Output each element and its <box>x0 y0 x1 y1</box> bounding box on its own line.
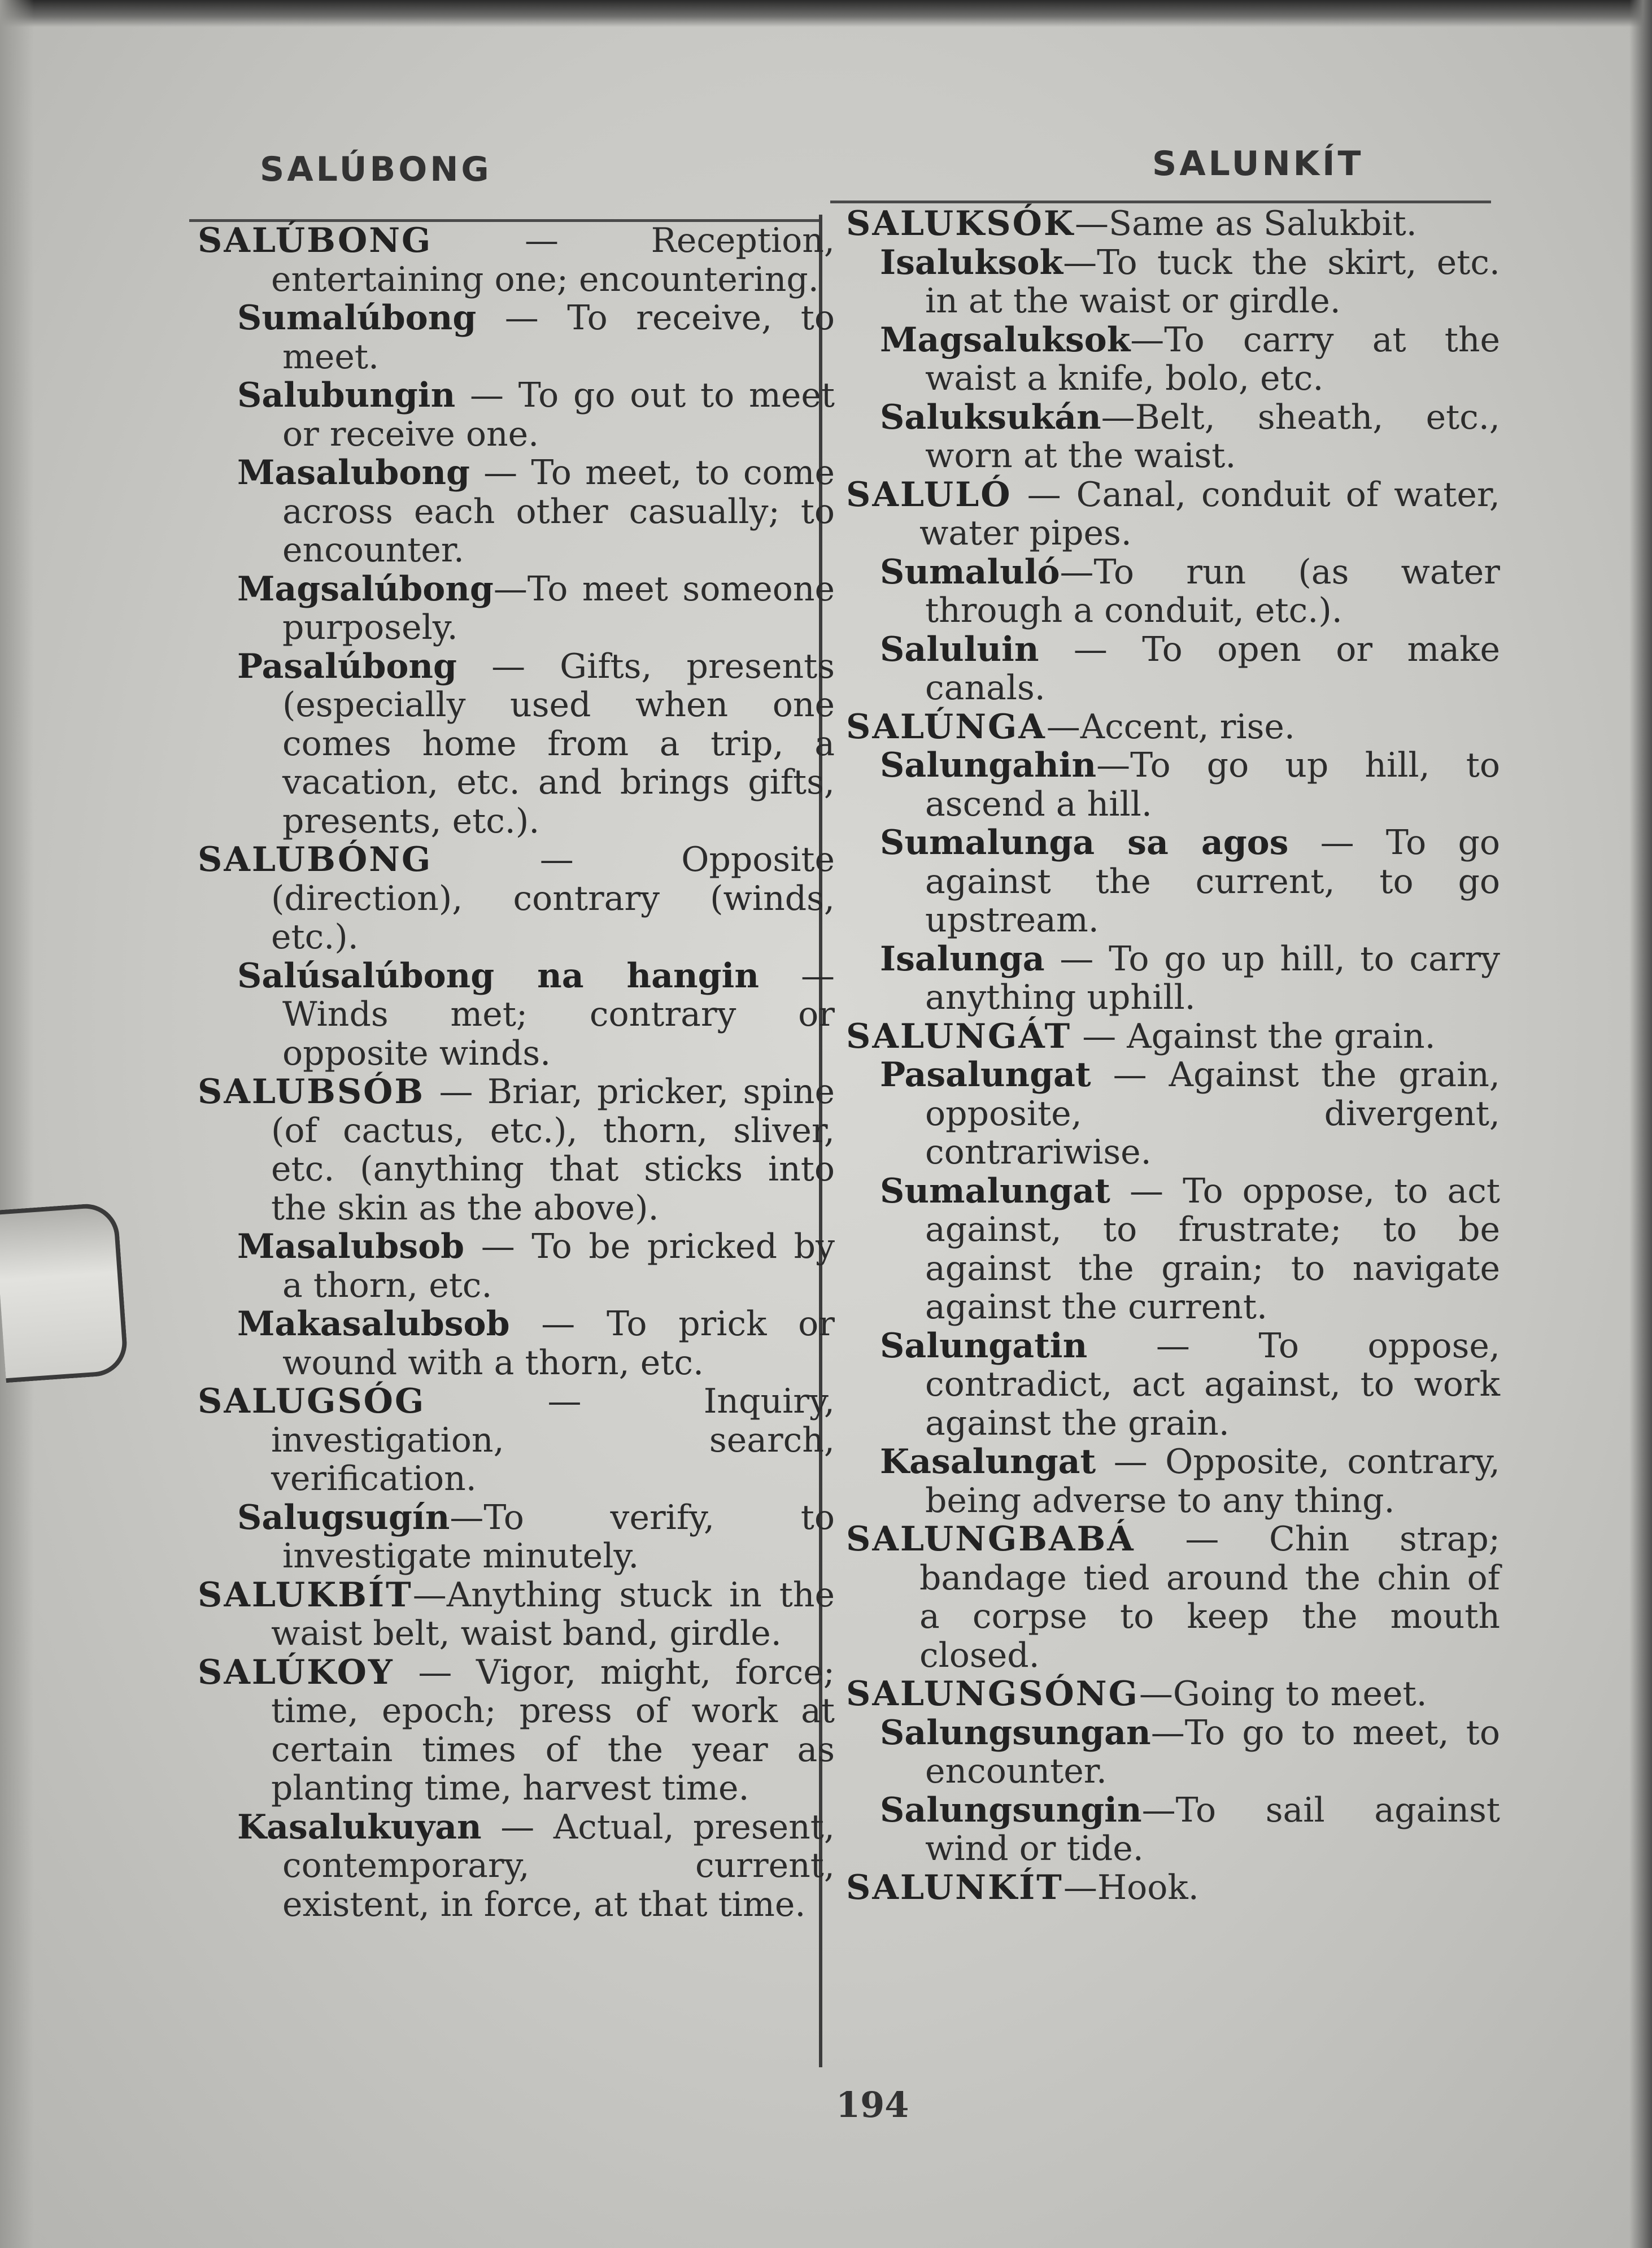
dictionary-subentry <box>237 1305 835 1382</box>
entry-definition: —Going to meet. <box>1139 1674 1427 1714</box>
entry-headword: SALUKSÓK <box>846 204 1075 243</box>
dictionary-subentry <box>880 1056 1500 1172</box>
entry-definition: — Chin strap; bandage tied around the chin of a corpse to keep the mouth closed. <box>919 1519 1500 1675</box>
dictionary-subentry <box>880 1327 1500 1443</box>
entry-headword: Masalubsob <box>237 1227 465 1266</box>
entry-headword: Isaluksok <box>880 242 1063 282</box>
dictionary-subentry <box>237 1498 835 1576</box>
dictionary-subentry <box>880 1714 1500 1791</box>
entry-headword: SALÚKOY <box>198 1652 394 1692</box>
dictionary-subentry <box>237 454 835 570</box>
dictionary-subentry <box>880 630 1500 708</box>
dictionary-subentry <box>880 398 1500 476</box>
page-edge-shadow <box>1629 0 1652 2248</box>
entry-definition: — Reception, entertaining one; encountering. <box>271 221 835 299</box>
right-column <box>835 204 1500 1907</box>
dictionary-subentry <box>880 940 1500 1017</box>
entry-headword: Magsaluksok <box>880 320 1131 360</box>
entry-definition: — To receive, to meet. <box>282 298 835 377</box>
entry-definition: —To verify, to investigate minutely. <box>282 1497 835 1576</box>
entry-definition: — Against the grain. <box>1071 1016 1436 1056</box>
entry-headword: SALUBSÓB <box>198 1072 425 1112</box>
entry-definition: —To run (as water through a conduit, etc.). <box>925 552 1500 630</box>
entry-definition: — Opposite, contrary, being adverse to any thing. <box>925 1442 1500 1521</box>
top-edge-shadow <box>0 0 1652 27</box>
header-rule-right <box>830 201 1491 203</box>
entry-headword: Pasalúbong <box>237 646 457 686</box>
dictionary-entry <box>186 1653 835 1808</box>
entry-headword: Isalunga <box>880 939 1045 979</box>
dictionary-entry <box>835 204 1500 243</box>
dictionary-subentry <box>880 1791 1500 1868</box>
entry-definition: — To oppose, to act against, to frustrate; to be against the grain; to navigate against the current. <box>925 1171 1500 1327</box>
entry-definition: —To carry at the waist a knife, bolo, etc. <box>925 320 1500 398</box>
entry-headword: Saluksukán <box>880 397 1101 437</box>
entry-definition: — To go out to meet or receive one. <box>282 376 835 454</box>
entry-definition: — To prick or wound with a thorn, etc. <box>282 1304 835 1383</box>
left-column <box>186 221 835 1924</box>
binding-shadow <box>0 0 34 2248</box>
entry-definition: —Anything stuck in the waist belt, waist band, girdle. <box>271 1575 835 1653</box>
dictionary-subentry <box>237 647 835 841</box>
entry-headword: SALUNGSÓNG <box>846 1674 1139 1714</box>
dictionary-subentry <box>237 957 835 1073</box>
entry-headword: Salubungin <box>237 376 456 415</box>
entry-definition: — To go up hill, to carry anything uphill. <box>925 939 1500 1017</box>
bookmark-tab <box>0 1202 129 1383</box>
entry-headword: SALUNGBABÁ <box>846 1519 1135 1559</box>
dictionary-entry <box>835 1868 1500 1907</box>
entry-definition: — Against the grain, opposite, divergent, contrariwise. <box>925 1055 1500 1172</box>
entry-definition: — Opposite (direction), contrary (winds, etc.). <box>271 840 835 957</box>
dictionary-entry <box>186 221 835 299</box>
entry-headword: SALUKBÍT <box>198 1575 413 1615</box>
entry-headword: Sumalungat <box>880 1171 1110 1211</box>
dictionary-subentry <box>880 321 1500 398</box>
dictionary-subentry <box>880 553 1500 630</box>
entry-headword: Pasalungat <box>880 1055 1091 1095</box>
entry-headword: SALUBÓNG <box>198 840 433 879</box>
entry-definition: — Canal, conduit of water, water pipes. <box>919 474 1500 553</box>
entry-headword: Saluluin <box>880 629 1039 669</box>
entry-headword: Masalubong <box>237 453 470 493</box>
entry-definition: — Inquiry, investigation, search, verification. <box>271 1382 835 1498</box>
dictionary-entry <box>835 708 1500 747</box>
entry-headword: Salungsungin <box>880 1790 1142 1830</box>
dictionary-entry <box>835 1675 1500 1714</box>
entry-definition: — Gifts, presents (especially used when one comes home from a trip, a vacation, etc. and brings gifts, presents, etc.). <box>282 646 835 841</box>
entry-definition: —Hook. <box>1063 1867 1199 1907</box>
dictionary-entry <box>186 840 835 957</box>
entry-headword: SALUGSÓG <box>198 1382 426 1421</box>
entry-headword: SALULÓ <box>846 474 1012 515</box>
entry-headword: SALUNKÍT <box>846 1867 1063 1907</box>
entry-definition: —To meet someone purposely. <box>282 569 835 647</box>
entry-definition: — To meet, to come across each other casually; to encounter. <box>282 453 835 570</box>
running-head-right: SALUNKÍT <box>1152 144 1364 184</box>
entry-headword: Kasalungat <box>880 1442 1096 1482</box>
entry-definition: — Briar, pricker, spine (of cactus, etc.), thorn, sliver, etc. (anything that sticks into the skin as the above). <box>271 1072 835 1228</box>
entry-definition: — Actual, present, contemporary, current, existent, in force, at that time. <box>282 1807 835 1924</box>
dictionary-entry <box>186 1576 835 1653</box>
entry-headword: Makasalubsob <box>237 1304 510 1344</box>
dictionary-entry <box>835 1017 1500 1056</box>
dictionary-entry <box>186 1073 835 1227</box>
entry-definition: — Vigor, might, force; time, epoch; press of work at certain times of the year as planting time, harvest time. <box>271 1652 835 1808</box>
entry-definition: —To tuck the skirt, etc. in at the waist or girdle. <box>925 242 1500 321</box>
dictionary-entry <box>835 1520 1500 1675</box>
dictionary-subentry <box>237 1808 835 1924</box>
dictionary-subentry <box>237 570 835 647</box>
entry-headword: SALÚNGA <box>846 707 1047 747</box>
dictionary-subentry <box>237 1227 835 1305</box>
entry-definition: — To oppose, contradict, act against, to work against the grain. <box>925 1326 1500 1443</box>
entry-headword: Salúsalúbong na hangin <box>237 956 759 996</box>
entry-definition: — To be pricked by a thorn, etc. <box>282 1227 835 1305</box>
entry-headword: SALUNGÁT <box>846 1016 1072 1056</box>
entry-headword: SALÚBONG <box>198 221 433 260</box>
entry-definition: —To sail against wind or tide. <box>925 1790 1500 1868</box>
entry-definition: —To go to meet, to encounter. <box>925 1713 1500 1791</box>
dictionary-entry <box>835 476 1500 553</box>
running-head-left: SALÚBONG <box>260 150 492 189</box>
dictionary-subentry <box>880 1443 1500 1520</box>
entry-definition: —Belt, sheath, etc., worn at the waist. <box>925 397 1500 476</box>
entry-definition: —Accent, rise. <box>1046 707 1295 747</box>
entry-headword: Sumalunga sa agos <box>880 823 1289 862</box>
entry-definition: — To go against the current, to go upstream. <box>925 823 1501 940</box>
entry-definition: — Winds met; contrary or opposite winds. <box>282 956 835 1073</box>
dictionary-subentry <box>880 824 1500 940</box>
entry-headword: Sumalúbong <box>237 298 477 338</box>
dictionary-subentry <box>237 376 835 454</box>
entry-headword: Salugsugín <box>237 1497 450 1537</box>
entry-headword: Salungsungan <box>880 1713 1151 1753</box>
entry-definition: —To go up hill, to ascend a hill. <box>925 746 1500 824</box>
dictionary-subentry <box>237 299 835 376</box>
page-number: 194 <box>836 2084 909 2125</box>
entry-definition: — To open or make canals. <box>925 629 1500 708</box>
entry-definition: —Same as Salukbit. <box>1075 204 1417 243</box>
dictionary-entry <box>186 1382 835 1498</box>
dictionary-subentry <box>880 243 1500 321</box>
entry-headword: Sumaluló <box>880 552 1060 592</box>
dictionary-subentry <box>880 746 1500 824</box>
dictionary-subentry <box>880 1172 1500 1327</box>
entry-headword: Magsalúbong <box>237 569 494 609</box>
entry-headword: Salungatin <box>880 1326 1088 1366</box>
entry-headword: Kasalukuyan <box>237 1807 482 1847</box>
entry-headword: Salungahin <box>880 746 1097 785</box>
